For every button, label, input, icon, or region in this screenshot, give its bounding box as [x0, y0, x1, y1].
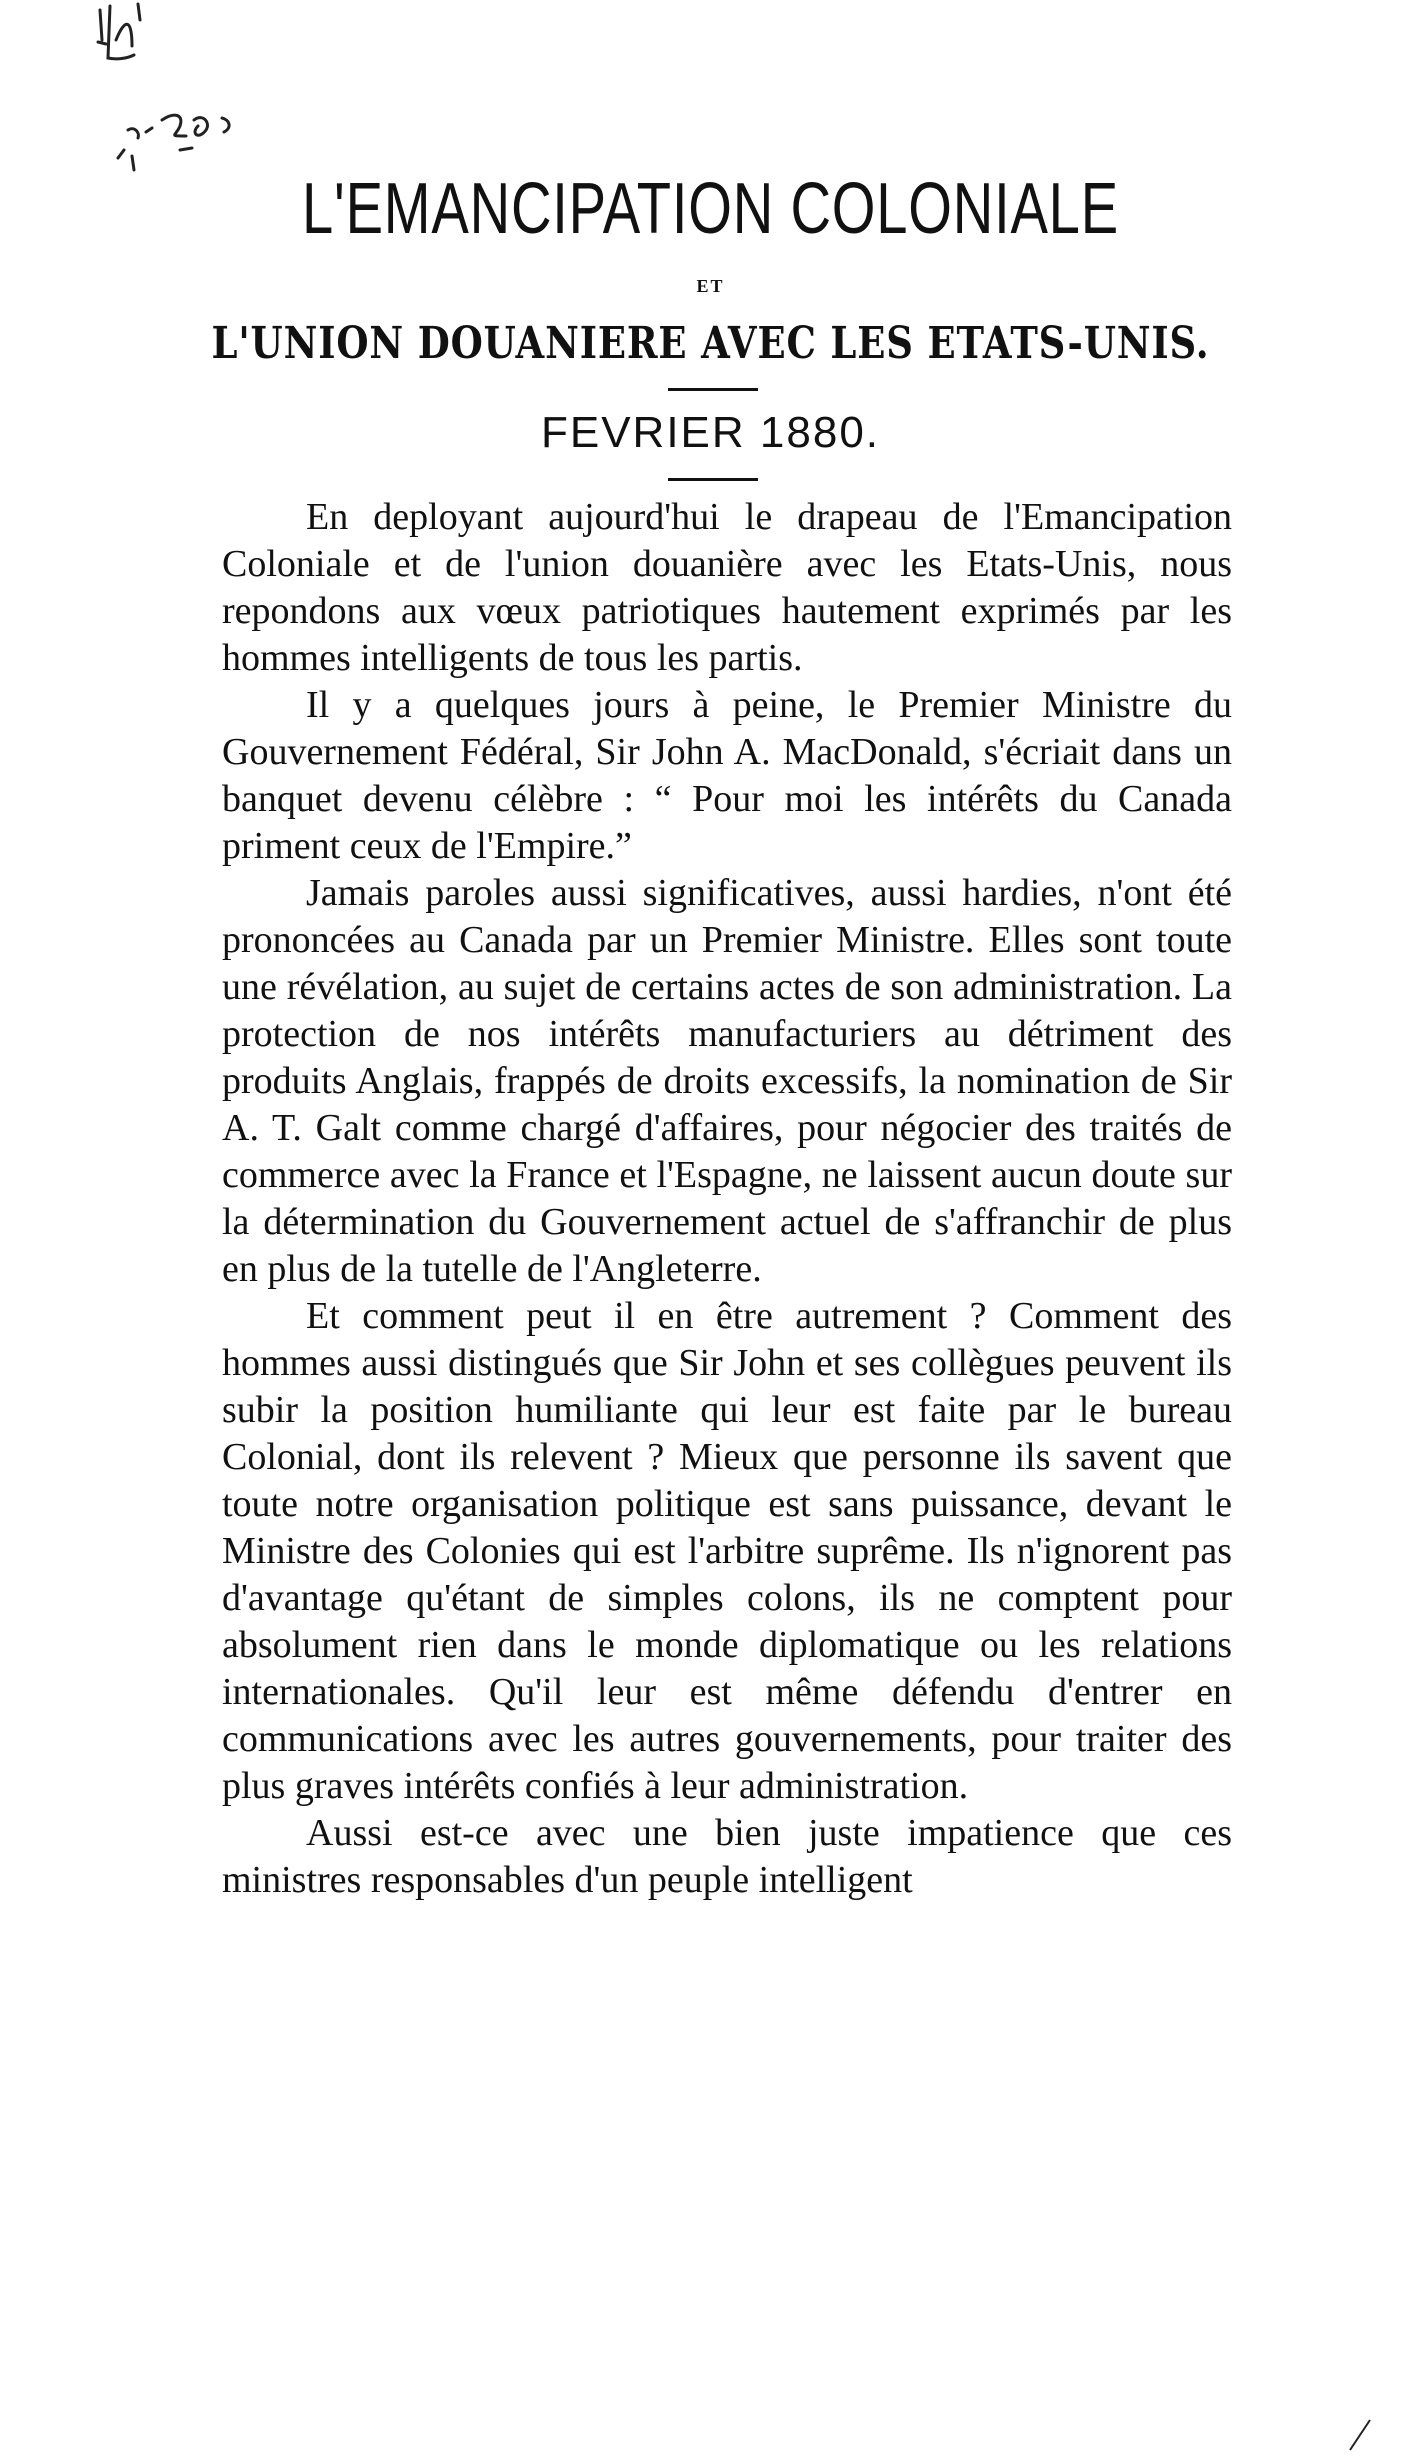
page-title: L'EMANCIPATION COLONIALE: [302, 169, 1119, 249]
corner-mark: [1330, 2400, 1390, 2460]
article-body: [222, 494, 1232, 1904]
title-divider: [668, 388, 758, 391]
title-conjunction: ET: [696, 276, 725, 296]
paragraph: Il y a quelques jours à peine, le Premier Ministre du Gouvernement Fédéral, Sir John A. MacDonald, s'écriait dans un banquet devenu célèbre : “ Pour moi les intérêts du Canada priment ceux de l'Empire.”: [222, 684, 1232, 867]
paragraph: Et comment peut il en être autrement ? Comment des hommes aussi distingués que Sir John et ses collègues peuvent ils subir la position humiliante qui leur est faite par le bureau Colonial, dont ils relevent ? Mieux que personne ils savent que toute notre organisation politique est sans puissance, devant le Ministre des Colonies qui est l'arbitre suprême. Ils n'ignorent pas d'avantage qu'étant de simples colons, ils ne comptent pour absolument rien dans le monde diplomatique ou les relations internationales. Qu'il leur est même défendu d'entrer en communications avec les autres gouvernements, pour traiter des plus graves intérêts confiés à leur administration.: [222, 1295, 1232, 1807]
date-divider: [668, 478, 758, 481]
page-subtitle: L'UNION DOUANIERE AVEC LES ETATS-UNIS.: [211, 318, 1210, 369]
paragraph: En deployant aujourd'hui le drapeau de l'Emancipation Coloniale et de l'union douanière avec les Etats-Unis, nous repondons aux vœux patriotiques hautement exprimés par les hommes intelligents de tous les partis.: [222, 496, 1232, 679]
paragraph: Jamais paroles aussi significatives, aussi hardies, n'ont été prononcées au Canada par un Premier Ministre. Elles sont toute une révélation, au sujet de certains actes de son administration. La protection de nos intérêts manufacturiers au détriment des produits Anglais, frappés de droits excessifs, la nomination de Sir A. T. Galt comme chargé d'affaires, pour négocier des traités de commerce avec la France et l'Espagne, ne laissent aucun doute sur la détermination du Gouvernement actuel de s'affranchir de plus en plus de la tutelle de l'Angleterre.: [222, 872, 1232, 1290]
publication-date: FEVRIER 1880.: [540, 408, 881, 457]
paragraph: Aussi est-ce avec une bien juste impatience que ces ministres responsables d'un peuple intelligent: [222, 1812, 1232, 1901]
